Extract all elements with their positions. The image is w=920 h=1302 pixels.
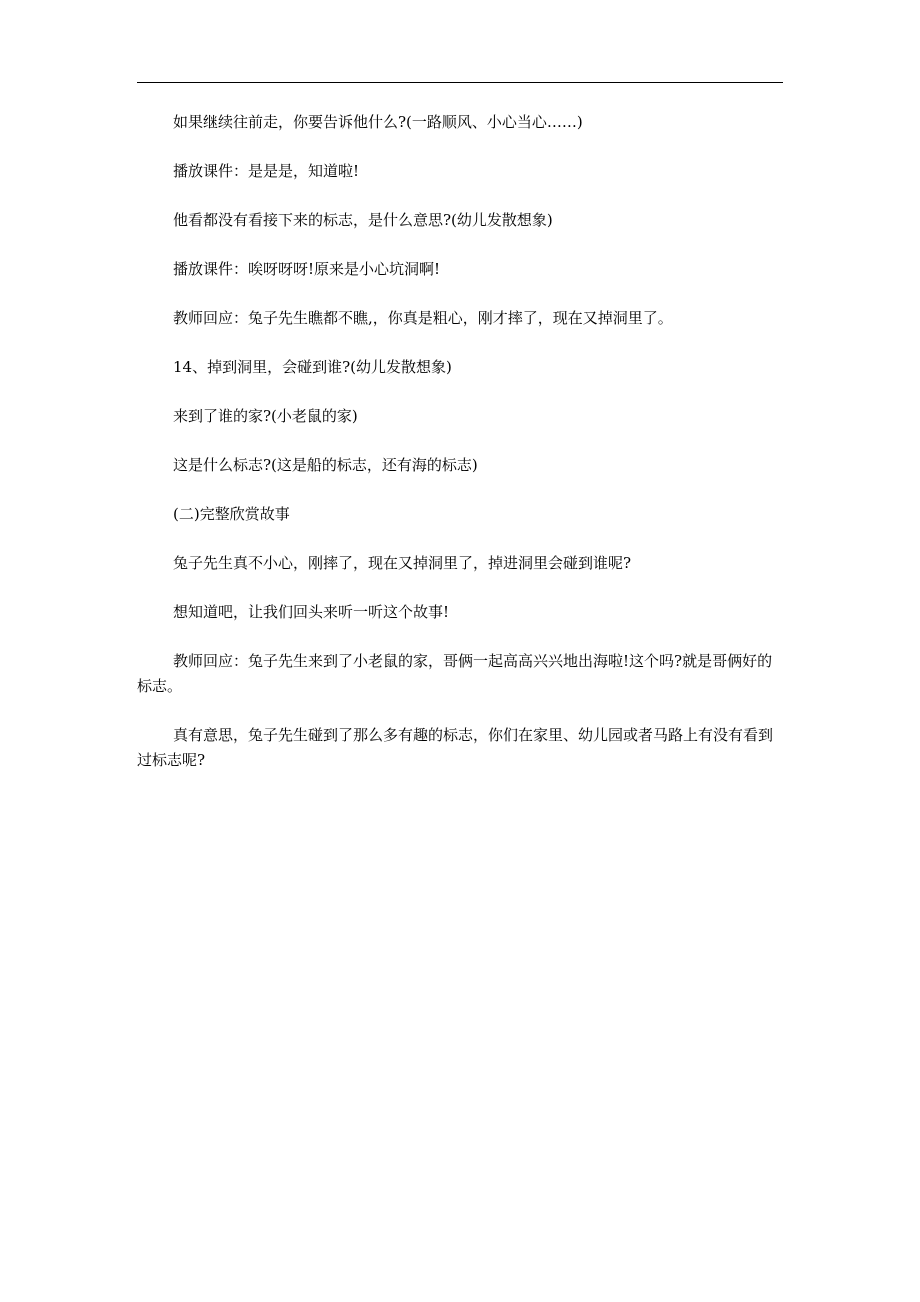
document-body xyxy=(137,110,783,773)
paragraph: 14、掉到洞里，会碰到谁?(幼儿发散想象) xyxy=(173,358,452,376)
paragraph: 播放课件：唉呀呀呀!原来是小心坑洞啊! xyxy=(173,260,441,278)
paragraph: 真有意思，兔子先生碰到了那么多有趣的标志，你们在家里、幼儿园或者马路上有没有看到过标志呢? xyxy=(137,726,774,769)
paragraph: 教师回应：兔子先生瞧都不瞧,，你真是粗心，刚才摔了，现在又掉洞里了。 xyxy=(173,309,673,327)
paragraph: 这是什么标志?(这是船的标志，还有海的标志) xyxy=(173,456,478,474)
paragraph: 教师回应：兔子先生来到了小老鼠的家，哥俩一起高高兴兴地出海啦!这个吗?就是哥俩好的标志。 xyxy=(137,652,773,695)
paragraph: 如果继续往前走，你要告诉他什么?(一路顺风、小心当心……) xyxy=(173,113,583,131)
section-heading: (二)完整欣赏故事 xyxy=(173,505,290,523)
paragraph: 兔子先生真不小心，刚摔了，现在又掉洞里了，掉进洞里会碰到谁呢? xyxy=(173,554,632,572)
header-rule xyxy=(137,82,783,83)
paragraph: 想知道吧，让我们回头来听一听这个故事! xyxy=(173,603,450,621)
paragraph: 他看都没有看接下来的标志，是什么意思?(幼儿发散想象) xyxy=(173,211,553,229)
paragraph: 播放课件：是是是，知道啦! xyxy=(173,162,360,180)
paragraph: 来到了谁的家?(小老鼠的家) xyxy=(173,407,358,425)
